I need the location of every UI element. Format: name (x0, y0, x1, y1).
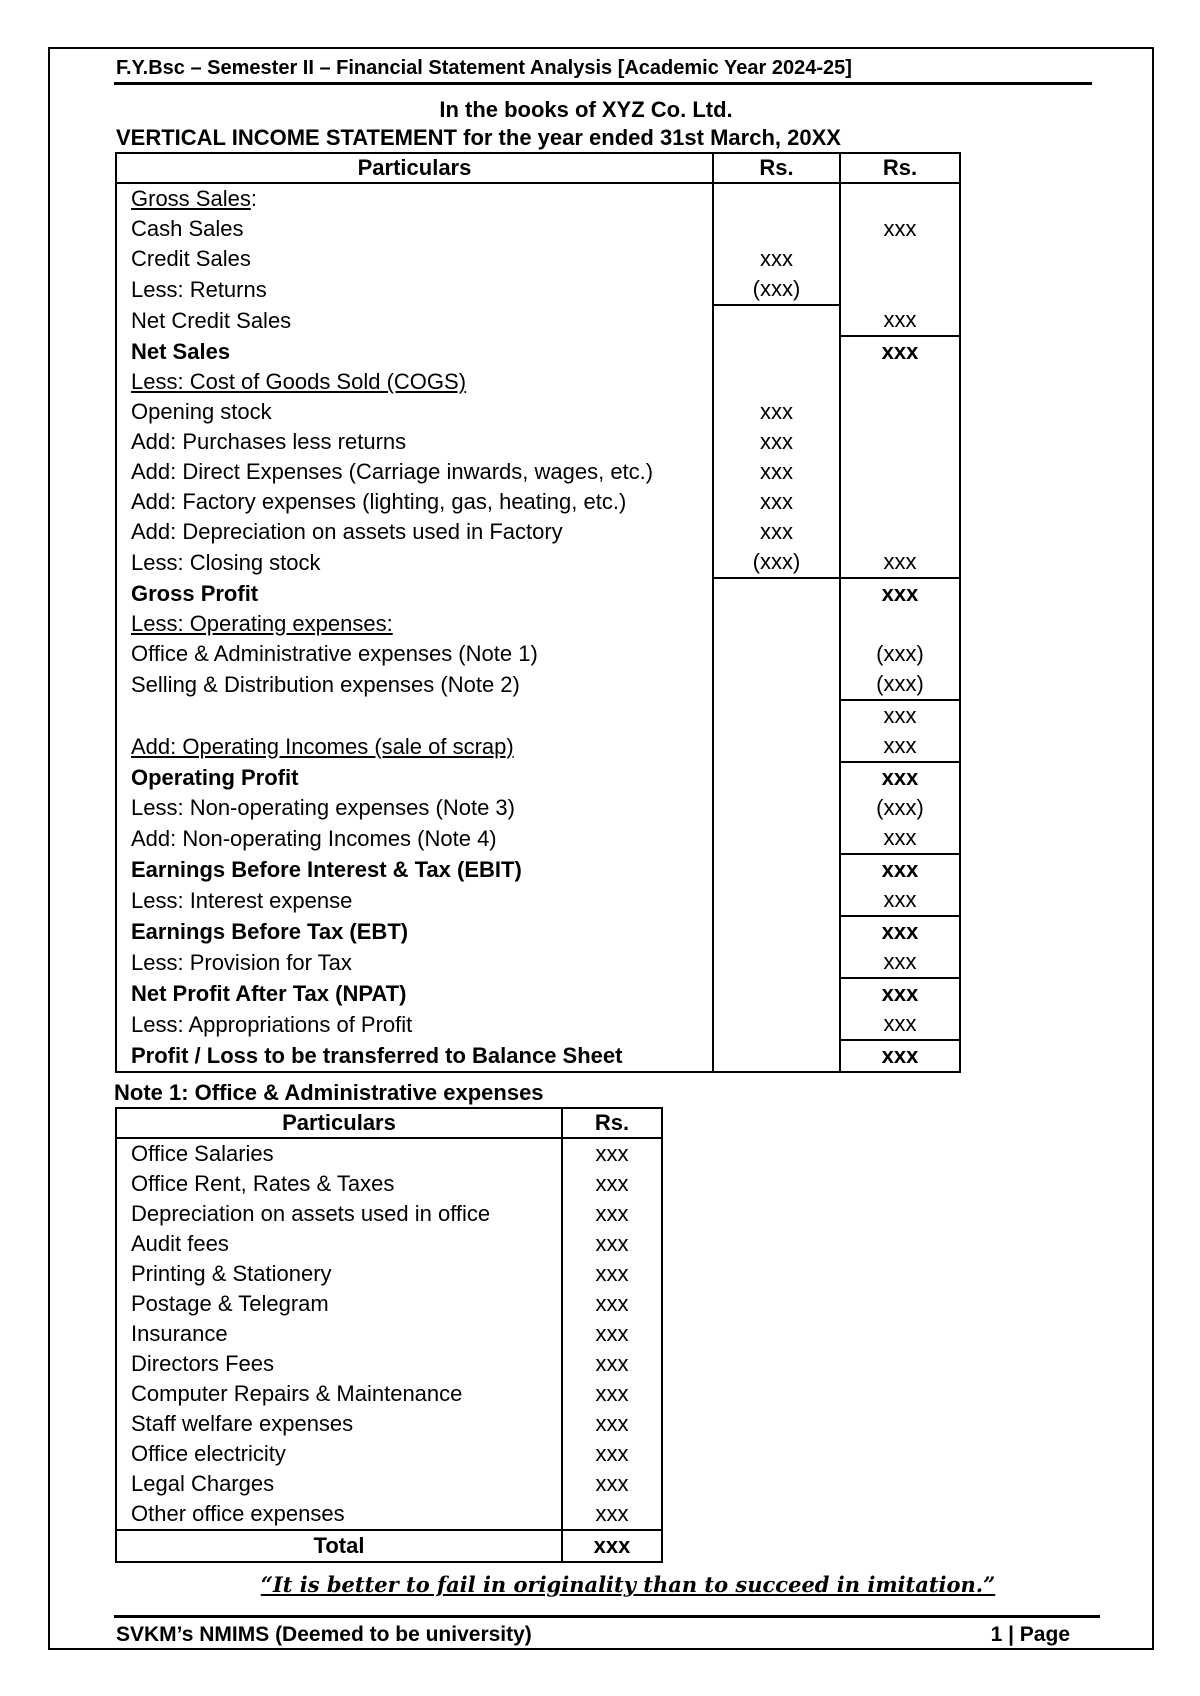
row-amount-col2: xxx (840, 916, 960, 947)
row-amount-col2 (840, 457, 960, 487)
note1-row-particular: Audit fees (116, 1229, 562, 1259)
note1-row-particular: Legal Charges (116, 1469, 562, 1499)
row-particular-text: Add: Purchases less returns (131, 429, 407, 454)
note1-table (115, 1107, 663, 1563)
row-particular (116, 731, 713, 762)
table-row (116, 947, 960, 978)
row-particular-text: Less: Interest expense (131, 887, 353, 913)
row-particular (116, 336, 713, 367)
row-particular-text: Add: Depreciation on assets used in Factory (131, 519, 563, 544)
row-particular-text: Add: Factory expenses (lighting, gas, heating, etc.) (131, 489, 627, 514)
row-amount-col2: xxx (840, 1040, 960, 1072)
row-particular-text: Credit Sales (131, 246, 251, 271)
table-row (116, 823, 960, 854)
table-row (116, 487, 960, 517)
row-particular-text: Less: Provision for Tax (131, 949, 352, 975)
row-particular (116, 823, 713, 854)
row-amount-col1 (713, 639, 840, 669)
note1-row (116, 1439, 662, 1469)
row-amount-col1: xxx (713, 487, 840, 517)
note1-row-particular: Postage & Telegram (116, 1289, 562, 1319)
row-particular (116, 947, 713, 978)
row-particular-text: Less: Appropriations of Profit (131, 1011, 413, 1037)
note1-row (116, 1138, 662, 1169)
row-amount-col1: xxx (713, 517, 840, 547)
row-amount-col1 (713, 367, 840, 397)
row-particular-text: Net Credit Sales (131, 307, 292, 333)
note1-row-value: xxx (562, 1289, 662, 1319)
row-particular (116, 517, 713, 547)
row-amount-col1 (713, 823, 840, 854)
note1-total-row (116, 1530, 662, 1562)
row-particular (116, 183, 713, 214)
note1-row-value: xxx (562, 1319, 662, 1349)
row-amount-col1 (713, 609, 840, 639)
quote-text: “It is better to fail in originality than to succeed in imitation.” (260, 1572, 996, 1597)
row-amount-col2: (xxx) (840, 793, 960, 823)
row-amount-col1 (713, 1009, 840, 1040)
note1-row-value: xxx (562, 1379, 662, 1409)
table-row (116, 547, 960, 578)
table-row (116, 578, 960, 609)
footer-university: SVKM’s NMIMS (Deemed to be university) (116, 1623, 532, 1646)
note1-column-header-particulars: Particulars (116, 1108, 562, 1138)
table-row (116, 669, 960, 700)
row-amount-col1 (713, 731, 840, 762)
table-row (116, 1040, 960, 1072)
note1-row-particular: Printing & Stationery (116, 1259, 562, 1289)
row-amount-col1 (713, 578, 840, 609)
page-header: F.Y.Bsc – Semester II – Financial Statement Analysis [Academic Year 2024-25] (116, 57, 852, 79)
row-amount-col2: xxx (840, 885, 960, 916)
books-title (0, 97, 1200, 123)
row-particular-text: Less: Returns (131, 276, 267, 302)
table-row (116, 183, 960, 214)
row-particular-text: Office & Administrative expenses (Note 1) (131, 641, 538, 666)
column-header-rs-1: Rs. (713, 153, 840, 183)
row-amount-col2: xxx (840, 823, 960, 854)
note1-row-particular: Office Rent, Rates & Taxes (116, 1169, 562, 1199)
row-particular (116, 854, 713, 885)
footer-divider (114, 1615, 1100, 1618)
note1-row-particular: Office Salaries (116, 1138, 562, 1169)
table-row (116, 274, 960, 305)
row-particular-text: Less: Closing stock (131, 549, 321, 575)
note1-row (116, 1499, 662, 1530)
note1-row (116, 1319, 662, 1349)
row-particular-text: Selling & Distribution expenses (Note 2) (131, 671, 520, 697)
table-row (116, 700, 960, 731)
table-row (116, 1009, 960, 1040)
row-amount-col2: xxx (840, 762, 960, 793)
table-row (116, 517, 960, 547)
note1-row-particular: Other office expenses (116, 1499, 562, 1530)
row-amount-col1 (713, 669, 840, 700)
note1-row (116, 1349, 662, 1379)
row-particular (116, 916, 713, 947)
header-divider (114, 82, 1092, 85)
note1-row (116, 1259, 662, 1289)
row-particular (116, 1040, 713, 1072)
note1-row-value: xxx (562, 1229, 662, 1259)
row-amount-col2 (840, 183, 960, 214)
row-particular-text: Profit / Loss to be transferred to Balance Sheet (131, 1042, 623, 1068)
row-amount-col2: xxx (840, 978, 960, 1009)
note1-row-value: xxx (562, 1439, 662, 1469)
row-amount-col2: (xxx) (840, 669, 960, 700)
note1-row-value: xxx (562, 1469, 662, 1499)
table-row (116, 457, 960, 487)
table-row (116, 305, 960, 336)
row-particular (116, 305, 713, 336)
row-amount-col1: xxx (713, 457, 840, 487)
row-amount-col2: xxx (840, 1009, 960, 1040)
note1-row-value: xxx (562, 1349, 662, 1379)
row-particular (116, 547, 713, 578)
note1-row (116, 1169, 662, 1199)
table-row (116, 214, 960, 244)
note1-header-row (116, 1108, 662, 1138)
note1-row-value: xxx (562, 1409, 662, 1439)
row-amount-col2 (840, 397, 960, 427)
table-row (116, 793, 960, 823)
row-amount-col1 (713, 762, 840, 793)
row-particular (116, 669, 713, 700)
row-particular-text: Earnings Before Tax (EBT) (131, 918, 409, 944)
row-particular (116, 367, 713, 397)
note1-row-particular: Computer Repairs & Maintenance (116, 1379, 562, 1409)
row-amount-col2: xxx (840, 214, 960, 244)
row-amount-col2: (xxx) (840, 639, 960, 669)
note1-row (116, 1229, 662, 1259)
row-amount-col2: xxx (840, 336, 960, 367)
row-particular (116, 700, 713, 731)
column-header-particulars: Particulars (116, 153, 713, 183)
table-row (116, 639, 960, 669)
row-particular-text: Gross Profit (131, 580, 259, 606)
table-row (116, 762, 960, 793)
note1-column-header-rs: Rs. (562, 1108, 662, 1138)
table-header-row (116, 153, 960, 183)
row-particular-text: Less: Non-operating expenses (Note 3) (131, 795, 515, 820)
table-row (116, 397, 960, 427)
note1-heading: Note 1: Office & Administrative expenses (114, 1080, 544, 1105)
table-row (116, 367, 960, 397)
row-amount-col2 (840, 274, 960, 305)
table-row (116, 731, 960, 762)
row-particular-text: Opening stock (131, 399, 272, 424)
note1-row (116, 1379, 662, 1409)
row-amount-col1 (713, 214, 840, 244)
income-statement-table (115, 152, 961, 1073)
table-row (116, 916, 960, 947)
row-amount-col1 (713, 947, 840, 978)
row-particular (116, 457, 713, 487)
row-particular (116, 214, 713, 244)
row-amount-col1 (713, 885, 840, 916)
footer-page-number: 1 | Page (990, 1623, 1070, 1646)
column-header-rs-2: Rs. (840, 153, 960, 183)
table-row (116, 427, 960, 457)
row-particular (116, 609, 713, 639)
row-particular-text: Cash Sales (131, 216, 244, 241)
row-amount-col1: xxx (713, 397, 840, 427)
row-amount-col1 (713, 916, 840, 947)
table-row (116, 885, 960, 916)
row-amount-col1: (xxx) (713, 547, 840, 578)
note1-row-particular: Staff welfare expenses (116, 1409, 562, 1439)
row-amount-col2 (840, 244, 960, 274)
quote (0, 1572, 1200, 1597)
row-amount-col2: xxx (840, 947, 960, 978)
note1-row-value: xxx (562, 1499, 662, 1530)
row-particular-text: Add: Non-operating Incomes (Note 4) (131, 825, 497, 851)
row-particular-text: Less: Cost of Goods Sold (COGS) (131, 369, 467, 394)
note1-row-particular: Office electricity (116, 1439, 562, 1469)
row-particular (116, 244, 713, 274)
row-amount-col1 (713, 336, 840, 367)
row-amount-col1 (713, 793, 840, 823)
row-particular-text: Less: Operating expenses: (131, 611, 393, 636)
table-row (116, 854, 960, 885)
row-amount-col1 (713, 183, 840, 214)
table-row (116, 336, 960, 367)
note1-row-particular: Insurance (116, 1319, 562, 1349)
row-amount-col2 (840, 487, 960, 517)
row-particular (116, 762, 713, 793)
note1-row (116, 1289, 662, 1319)
row-particular-text: Operating Profit (131, 764, 299, 790)
row-particular (116, 274, 713, 305)
row-amount-col2: xxx (840, 700, 960, 731)
table-row (116, 244, 960, 274)
row-particular (116, 397, 713, 427)
note1-row-particular: Depreciation on assets used in office (116, 1199, 562, 1229)
row-particular (116, 639, 713, 669)
row-amount-col2 (840, 367, 960, 397)
row-amount-col1 (713, 700, 840, 731)
row-particular-text: Net Sales (131, 338, 231, 364)
note1-row (116, 1409, 662, 1439)
row-particular (116, 978, 713, 1009)
row-particular (116, 1009, 713, 1040)
row-amount-col2 (840, 609, 960, 639)
note1-total-value: xxx (562, 1530, 662, 1562)
statement-title: VERTICAL INCOME STATEMENT for the year ended 31st March, 20XX (116, 125, 841, 150)
row-amount-col2: xxx (840, 731, 960, 762)
table-row (116, 978, 960, 1009)
row-amount-col1: (xxx) (713, 274, 840, 305)
row-particular-text: Add: Operating Incomes (sale of scrap) (131, 733, 514, 759)
row-amount-col2 (840, 517, 960, 547)
note1-row (116, 1469, 662, 1499)
books-title-text: In the books of XYZ Co. Ltd. (439, 97, 733, 122)
row-amount-col2: xxx (840, 547, 960, 578)
row-particular-text: Net Profit After Tax (NPAT) (131, 980, 407, 1006)
row-particular-text: Gross Sales (131, 186, 251, 211)
row-amount-col2: xxx (840, 578, 960, 609)
row-amount-col1 (713, 1040, 840, 1072)
row-particular (116, 487, 713, 517)
row-amount-col1: xxx (713, 427, 840, 457)
row-amount-col2: xxx (840, 854, 960, 885)
row-particular (116, 427, 713, 457)
row-amount-col1 (713, 854, 840, 885)
table-row (116, 609, 960, 639)
note1-row-value: xxx (562, 1169, 662, 1199)
row-particular (116, 578, 713, 609)
row-amount-col2: xxx (840, 305, 960, 336)
row-amount-col2 (840, 427, 960, 457)
row-particular-text: Add: Direct Expenses (Carriage inwards, wages, etc.) (131, 459, 654, 484)
note1-row (116, 1199, 662, 1229)
row-particular-suffix: : (250, 186, 257, 211)
row-particular (116, 885, 713, 916)
row-particular (116, 793, 713, 823)
note1-row-value: xxx (562, 1199, 662, 1229)
note1-row-value: xxx (562, 1259, 662, 1289)
row-amount-col1: xxx (713, 244, 840, 274)
note1-row-particular: Directors Fees (116, 1349, 562, 1379)
note1-row-value: xxx (562, 1138, 662, 1169)
row-amount-col1 (713, 978, 840, 1009)
row-amount-col1 (713, 305, 840, 336)
note1-total-label: Total (116, 1530, 562, 1562)
row-particular-text: Earnings Before Interest & Tax (EBIT) (131, 856, 522, 882)
